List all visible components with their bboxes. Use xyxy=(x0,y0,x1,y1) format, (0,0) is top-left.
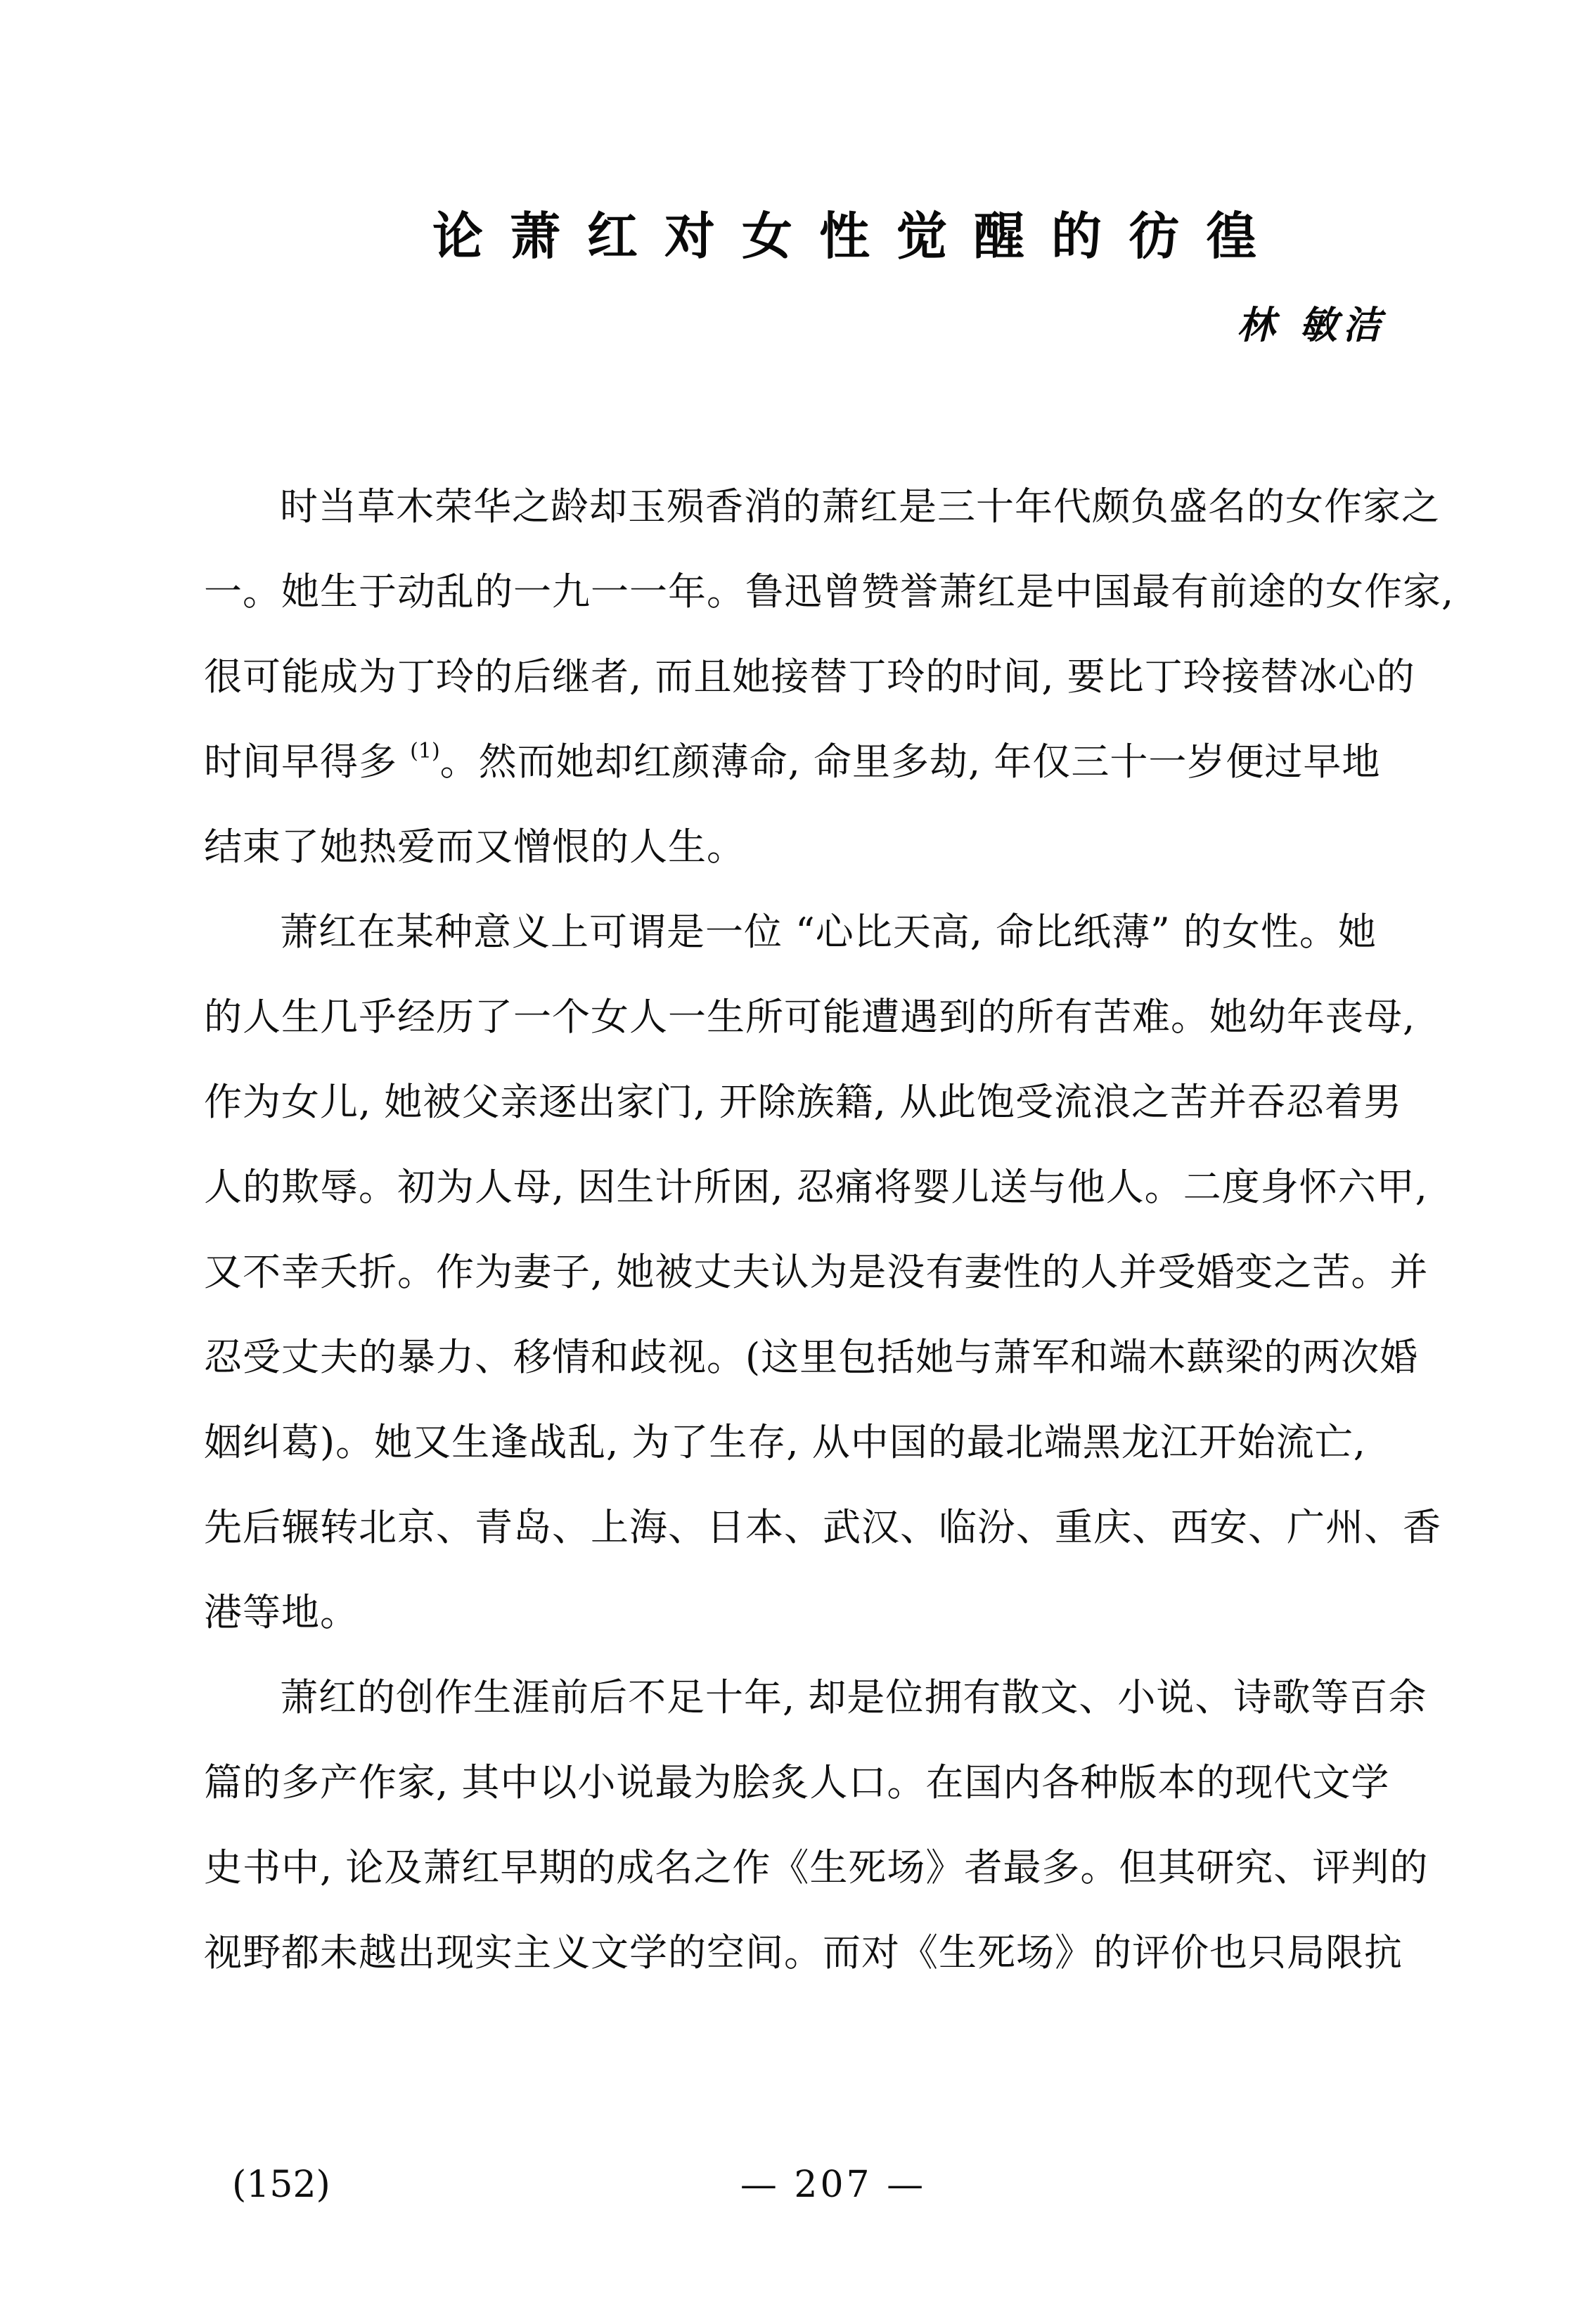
text-segment: 先后辗转北京、青岛、上海、日本、武汉、临汾、重庆、西安、广州、香 xyxy=(204,1505,1441,1549)
text-segment: 的人生几乎经历了一个女人一生所可能遭遇到的所有苦难。她幼年丧母, xyxy=(204,995,1416,1039)
text-line xyxy=(204,1910,1462,1995)
paragraph xyxy=(204,464,1462,889)
text-segment: 姻纠葛)。她又生逢战乱, 为了生存, 从中国的最北端黑龙江开始流亡, xyxy=(204,1420,1366,1464)
text-segment: 作为女儿, 她被父亲逐出家门, 开除族籍, 从此饱受流浪之苦并吞忍着男 xyxy=(204,1080,1402,1124)
body-text xyxy=(204,464,1462,1995)
text-line xyxy=(204,1400,1462,1485)
text-line xyxy=(204,1825,1462,1910)
paragraph xyxy=(204,1655,1462,1995)
text-segment: 忍受丈夫的暴力、移情和歧视。(这里包括她与萧军和端木蕻梁的两次婚 xyxy=(204,1335,1419,1379)
text-segment: 港等地。 xyxy=(204,1590,359,1634)
footer-center-page-number: — 207 — xyxy=(740,2164,927,2206)
text-line xyxy=(204,974,1462,1059)
text-segment: 时间早得多 xyxy=(204,740,411,784)
text-line xyxy=(204,1740,1462,1825)
text-line xyxy=(204,1229,1462,1315)
footer-left-page-number: (152) xyxy=(232,2164,330,2206)
text-segment: 史书中, 论及萧红早期的成名之作《生死场》者最多。但其研究、评判的 xyxy=(204,1845,1429,1890)
text-segment: 人的欺辱。初为人母, 因生计所困, 忍痛将婴儿送与他人。二度身怀六甲, xyxy=(204,1165,1428,1209)
text-line xyxy=(204,804,1462,889)
text-segment: 视野都未越出现实主义文学的空间。而对《生死场》的评价也只局限抗 xyxy=(204,1930,1403,1975)
footnote-marker: (1) xyxy=(410,739,440,763)
text-line xyxy=(204,464,1462,549)
text-line xyxy=(204,719,1462,804)
page-footer xyxy=(0,2164,1575,2213)
text-segment: 一。她生于动乱的一九一一年。鲁迅曾赞誉萧红是中国最有前途的女作家, xyxy=(204,569,1455,614)
text-segment: 结束了她热爱而又憎恨的人生。 xyxy=(204,825,745,869)
paragraph xyxy=(204,889,1462,1655)
text-segment: 萧红的创作生涯前后不足十年, 却是位拥有散文、小说、诗歌等百余 xyxy=(280,1675,1427,1719)
text-line xyxy=(204,1485,1462,1570)
text-segment: 。然而她却红颜薄命, 命里多劫, 年仅三十一岁便过早地 xyxy=(439,740,1381,784)
text-line xyxy=(204,1059,1462,1144)
author-name: 林 敏洁 xyxy=(1237,302,1387,347)
text-line xyxy=(204,1144,1462,1229)
text-line xyxy=(204,1655,1462,1740)
text-segment: 篇的多产作家, 其中以小说最为脍炙人口。在国内各种版本的现代文学 xyxy=(204,1760,1390,1805)
page-title: 论萧红对女性觉醒的彷徨 xyxy=(432,207,1284,266)
text-segment: 时当草木荣华之龄却玉殒香消的萧红是三十年代颇负盛名的女作家之 xyxy=(280,484,1440,529)
text-line xyxy=(204,1570,1462,1655)
text-line xyxy=(204,1315,1462,1400)
text-line xyxy=(204,889,1462,974)
text-segment: 很可能成为丁玲的后继者, 而且她接替丁玲的时间, 要比丁玲接替冰心的 xyxy=(204,654,1415,699)
text-segment: 又不幸夭折。作为妻子, 她被丈夫认为是没有妻性的人并受婚变之苦。并 xyxy=(204,1250,1429,1294)
text-segment: 萧红在某种意义上可谓是一位 “心比天高, 命比纸薄” 的女性。她 xyxy=(280,910,1377,954)
text-line xyxy=(204,634,1462,719)
text-line xyxy=(204,549,1462,634)
